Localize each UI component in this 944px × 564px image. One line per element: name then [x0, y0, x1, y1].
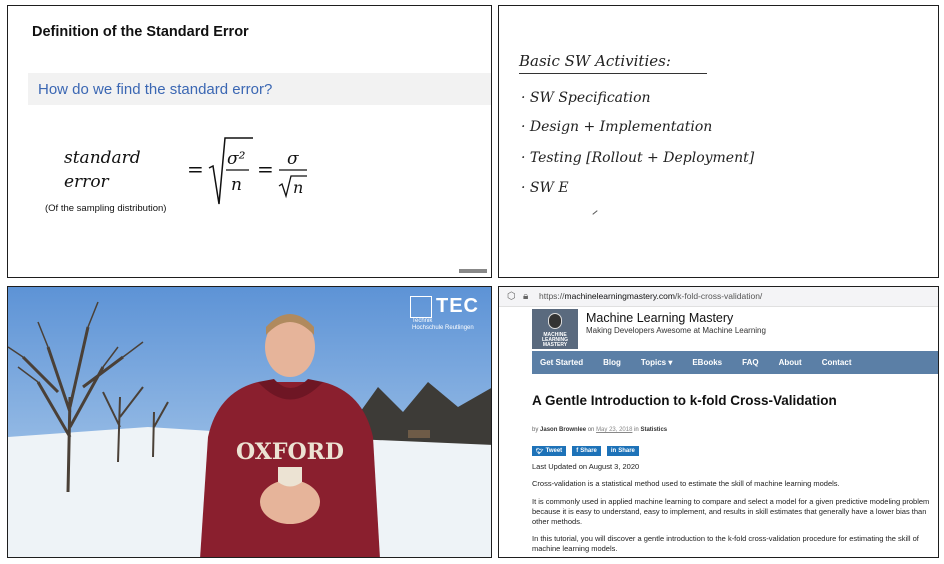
formula-lhs-line2: error [64, 172, 109, 192]
twitter-icon: 🐦︎ [536, 448, 544, 455]
byline [532, 427, 667, 433]
nav-topics[interactable]: Topics ▾ [640, 358, 673, 367]
url-host: machinelearningmastery.com [564, 291, 675, 301]
nav-ebooks[interactable]: EBooks [692, 358, 723, 367]
notes-item-3: · Testing [Rollout + Deployment] [521, 150, 755, 166]
tec-logo [410, 295, 479, 332]
slide-footer-logo [459, 269, 487, 273]
linkedin-share-label: Share [618, 448, 635, 454]
tec-logo-icon [410, 296, 432, 318]
notes-item-2: · Design + Implementation [521, 119, 713, 135]
article-title: A Gentle Introduction to k-fold Cross-Validation [532, 393, 837, 408]
tec-logo-sub1: Technik [412, 318, 433, 324]
browser-panel [498, 286, 939, 558]
nav-get-started[interactable]: Get Started [540, 358, 584, 367]
notes-item-1: · SW Specification [521, 90, 651, 106]
last-updated: Last Updated on August 3, 2020 [532, 462, 640, 471]
equals-sign-1: = [187, 157, 204, 181]
tweet-button[interactable] [532, 446, 566, 456]
site-logo[interactable] [532, 309, 578, 349]
slide-title: Definition of the Standard Error [32, 24, 249, 40]
hoodie-text: OXFORD [236, 439, 344, 465]
post-date: May 23, 2018 [596, 427, 633, 433]
heading-underline [519, 73, 707, 74]
slide-question: How do we find the standard error? [38, 81, 273, 98]
sqrt-n: n [293, 178, 304, 197]
url-path: /k-fold-cross-validation/ [674, 291, 763, 301]
tweet-label: Tweet [545, 448, 563, 454]
article-paragraph: In this tutorial, you will discover a gentle introduction to the k-fold cross-validation procedure for estimating the skill of machine learning models. [532, 534, 919, 553]
author-link[interactable]: Jason Brownlee [540, 427, 587, 433]
person-hands [260, 480, 320, 524]
formula-lhs [64, 146, 141, 194]
address-bar[interactable] [499, 287, 938, 307]
byline-by: by [532, 427, 539, 433]
site-nav [532, 351, 939, 374]
nav-faq[interactable]: FAQ [742, 358, 759, 367]
url-text[interactable] [539, 291, 762, 301]
equals-sign-2: = [257, 157, 274, 181]
linkedin-icon: in [610, 448, 617, 454]
logo-head-icon [548, 313, 562, 329]
tec-logo-word: TEC [436, 295, 479, 317]
logo-text: MACHINE LEARNING MASTERY [541, 332, 569, 348]
pen-mark [592, 210, 597, 215]
article-paragraph: It is commonly used in applied machine learning to compare and select a model for a given predictive modeling problem because it is easy to understand, easy to implement, and results in skill estimates that generally have a lower bias than other methods. [532, 497, 930, 526]
notes-heading: Basic SW Activities: [519, 52, 671, 70]
sqrt-denominator: n [231, 175, 242, 195]
slide-panel [7, 5, 492, 278]
nav-blog[interactable]: Blog [603, 358, 621, 367]
facebook-share-label: Share [580, 448, 597, 454]
hoodie-crest [278, 467, 302, 487]
url-scheme: https:// [539, 291, 565, 301]
lock-icon[interactable]: 🔒︎ [523, 291, 529, 302]
video-panel [7, 286, 492, 558]
notes-panel [498, 5, 939, 278]
site-name[interactable]: Machine Learning Mastery [586, 311, 734, 325]
sqrt-numerator: σ² [227, 149, 246, 169]
linkedin-share-button[interactable] [607, 446, 639, 456]
slide-note: (Of the sampling distribution) [45, 203, 167, 214]
byline-on: on [587, 427, 595, 433]
facebook-share-button[interactable] [572, 446, 601, 456]
nav-about[interactable]: About [778, 358, 802, 367]
site-tagline: Making Developers Awesome at Machine Learning [586, 326, 766, 335]
web-page [524, 307, 939, 558]
formula-lhs-line1: standard [64, 148, 141, 168]
notes-item-4: · SW E [521, 180, 569, 196]
facebook-icon: f [576, 448, 579, 454]
standard-error-formula [183, 126, 333, 211]
nav-contact[interactable]: Contact [821, 358, 852, 367]
tec-logo-sub2: Hochschule Reutlingen [412, 325, 474, 331]
hut [408, 430, 430, 438]
category-link[interactable]: Statistics [640, 427, 668, 433]
sigma-numerator: σ [287, 149, 299, 169]
article-paragraph: Cross-validation is a statistical method used to estimate the skill of machine learning models. [532, 479, 840, 488]
share-buttons [532, 446, 639, 456]
byline-in: in [634, 427, 639, 433]
shield-icon[interactable]: ⬡ [507, 291, 516, 302]
